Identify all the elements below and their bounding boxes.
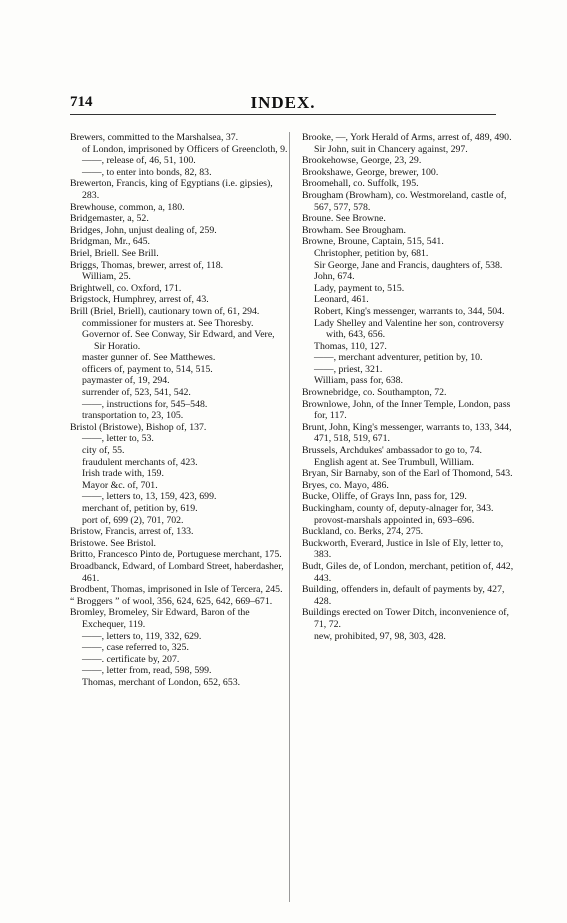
index-subentry — [302, 341, 520, 353]
index-entry-text: Leonard, 461. — [314, 294, 369, 306]
index-entry — [302, 503, 520, 515]
index-entry-text: ——, merchant adventurer, petition by, 10. — [314, 352, 483, 364]
index-entry-text: Browham. See Brougham. — [302, 224, 406, 236]
index-entry-text: ——, letter to, 53. — [82, 433, 154, 445]
index-subentry — [70, 155, 288, 167]
index-entry — [302, 167, 520, 179]
index-entry-text: merchant of, petition by, 619. — [82, 503, 198, 514]
index-entry-text: Bryes, co. Mayo, 486. — [302, 479, 389, 491]
index-entry-text: Brownlowe, John, of the Inner Temple, London, pass for, 117. — [302, 398, 511, 422]
index-entry-text: Governor of. See Conway, Sir Edward, and Vere, Sir Horatio. — [82, 329, 275, 352]
index-entry-text: Brussels, Archdukes' ambassador to go to, 74. — [302, 445, 482, 457]
index-subentry — [302, 515, 520, 527]
index-entry — [302, 607, 520, 630]
index-entry-text: Bristow, Francis, arrest of, 133. — [70, 526, 194, 538]
index-entry-text: Browne, Broune, Captain, 515, 541. — [302, 236, 444, 248]
index-column-right — [302, 132, 520, 642]
index-entry-text: Buckworth, Everard, Justice in Isle of Ely, letter to, 383. — [302, 537, 504, 561]
index-entry-text: Broomehall, co. Suffolk, 195. — [302, 178, 419, 190]
index-subentry — [70, 665, 288, 677]
index-entry-text: English agent at. See Trumbull, William. — [314, 456, 474, 468]
index-entry-text: new, prohibited, 97, 98, 303, 428. — [314, 630, 446, 642]
index-entry — [70, 178, 288, 201]
index-entry-text: ——, letter from, read, 598, 599. — [82, 665, 212, 677]
index-subentry — [302, 248, 520, 260]
index-entry-text: Building, offenders in, default of payments by, 427, 428. — [302, 584, 505, 607]
index-entry-text: ——, case referred to, 325. — [82, 642, 189, 654]
index-entry-text: Irish trade with, 159. — [82, 468, 164, 480]
index-entry — [302, 225, 520, 237]
index-entry-text: officers of, payment to, 514, 515. — [82, 363, 213, 375]
index-entry-text: ——, letters to, 13, 159, 423, 699. — [82, 491, 217, 503]
index-entry — [70, 132, 288, 144]
index-entry-text: Briggs, Thomas, brewer, arrest of, 118. — [70, 259, 224, 271]
index-entry — [70, 596, 288, 608]
index-entry — [70, 294, 288, 306]
index-entry-text: port of, 699 (2), 701, 702. — [82, 514, 184, 526]
column-divider — [289, 132, 290, 902]
index-entry-text: Buildings erected on Tower Ditch, inconvenience of, 71, 72. — [302, 607, 509, 630]
index-entry-text: ——, priest, 321. — [314, 363, 383, 375]
index-entry — [70, 526, 288, 538]
index-entry — [70, 584, 288, 596]
index-entry-text: Brewhouse, common, a, 180. — [70, 201, 185, 213]
index-entry-text: Budt, Giles de, of London, merchant, petition of, 442, 443. — [302, 560, 514, 584]
index-entry-text: William, pass for, 638. — [314, 375, 404, 387]
index-entry-text: city of, 55. — [82, 445, 125, 457]
index-entry — [70, 422, 288, 434]
index-entry — [70, 306, 288, 318]
index-entry-text: Brewerton, Francis, king of Egyptians (i.e. gipsies), 283. — [70, 178, 273, 201]
index-entry — [302, 538, 520, 561]
index-entry-text: Brookshawe, George, brewer, 100. — [302, 166, 439, 178]
index-subentry — [70, 410, 288, 422]
index-subentry — [70, 457, 288, 469]
index-entry-text: Brooke, —, York Herald of Arms, arrest of, 489, 490. — [302, 132, 512, 143]
index-subentry — [70, 445, 288, 457]
index-entry-text: Bucke, Oliffe, of Grays Inn, pass for, 129. — [302, 491, 467, 503]
index-entry-text: Buckland, co. Berks, 274, 275. — [302, 526, 424, 538]
index-entry — [302, 526, 520, 538]
index-entry — [302, 213, 520, 225]
index-entry — [302, 399, 520, 422]
index-entry-text: Bryan, Sir Barnaby, son of the Earl of Thomond, 543. — [302, 468, 513, 480]
index-subentry — [70, 364, 288, 376]
index-entry — [70, 538, 288, 550]
page-number: 714 — [70, 94, 93, 110]
index-entry-text: Broadbanck, Edward, of Lombard Street, haberdasher, 461. — [70, 560, 284, 584]
index-entry-text: John, 674. — [314, 271, 355, 283]
index-entry — [70, 561, 288, 584]
index-subentry — [70, 433, 288, 445]
index-entry-text: provost-marshals appointed in, 693–696. — [314, 514, 475, 526]
index-entry-text: commissioner for musters at. See Thoresby. — [82, 317, 254, 329]
index-entry — [70, 213, 288, 225]
index-entry — [302, 387, 520, 399]
index-entry-text: Mayor &c. of, 701. — [82, 479, 158, 491]
index-entry-text: Bristol (Bristowe), Bishop of, 137. — [70, 421, 207, 433]
index-entry-text: Brightwell, co. Oxford, 171. — [70, 282, 182, 294]
index-entry-text: ——, instructions for, 545–548. — [82, 398, 208, 410]
index-entry — [70, 607, 288, 630]
index-entry-text: Lady Shelley and Valentine her son, controversy with, 643, 656. — [314, 317, 504, 341]
index-entry — [302, 132, 520, 144]
index-subentry — [302, 375, 520, 387]
index-entry-text: Brodbent, Thomas, imprisoned in Isle of Tercera, 245. — [70, 584, 283, 596]
index-entry-text: Brunt, John, King's messenger, warrants to, 133, 344, 471, 518, 519, 671. — [302, 421, 512, 445]
index-entry — [70, 248, 288, 260]
index-entry-text: Thomas, 110, 127. — [314, 340, 387, 352]
index-entry-text: ——, release of, 46, 51, 100. — [82, 155, 196, 167]
index-subentry — [70, 144, 288, 156]
index-entry-text: Robert, King's messenger, warrants to, 344, 504. — [314, 305, 505, 317]
index-entry-text: transportation to, 23, 105. — [82, 410, 184, 422]
index-subentry — [70, 503, 288, 515]
index-subentry — [302, 283, 520, 295]
index-entry-text: Bridges, John, unjust dealing of, 259. — [70, 224, 217, 236]
index-subentry — [70, 642, 288, 654]
index-entry — [302, 445, 520, 457]
index-entry-text: Briel, Briell. See Brill. — [70, 247, 159, 259]
index-subentry — [302, 144, 520, 156]
index-subentry — [302, 318, 520, 341]
index-entry-text: Lady, payment to, 515. — [314, 282, 405, 294]
index-subentry — [70, 352, 288, 364]
index-entry — [302, 178, 520, 190]
index-entry-text: Bromley, Bromeley, Sir Edward, Baron of the Exchequer, 119. — [70, 607, 250, 630]
index-entry-text: Brigstock, Humphrey, arrest of, 43. — [70, 294, 209, 306]
index-entry-text: ——, to enter into bonds, 82, 83. — [82, 166, 212, 178]
index-entry-text: Brookehowse, George, 23, 29. — [302, 155, 422, 167]
index-entry-text: master gunner of. See Matthewes. — [82, 352, 216, 364]
index-entry-text: fraudulent merchants of, 423. — [82, 456, 198, 468]
index-entry-text: surrender of, 523, 541, 542. — [82, 387, 191, 399]
index-subentry — [70, 329, 288, 352]
index-entry-text: Sir John, suit in Chancery against, 297. — [314, 143, 468, 155]
index-entry-text: William, 25. — [82, 271, 131, 283]
index-subentry — [70, 491, 288, 503]
index-entry-text: Bristowe. See Bristol. — [70, 537, 156, 549]
index-subentry — [302, 260, 520, 272]
index-entry-text: “ Broggers ” of wool, 356, 624, 625, 642, 669–671. — [70, 595, 273, 607]
index-entry — [302, 491, 520, 503]
index-entry-text: Thomas, merchant of London, 652, 653. — [82, 676, 241, 688]
index-subentry — [302, 352, 520, 364]
index-subentry — [302, 306, 520, 318]
index-entry-text: paymaster of, 19, 294. — [82, 375, 170, 387]
index-entry-text: ——. certificate by, 207. — [82, 653, 180, 665]
index-subentry — [70, 677, 288, 689]
page-header — [70, 92, 496, 115]
index-entry — [302, 584, 520, 607]
index-subentry — [70, 318, 288, 330]
index-entry-text: Brougham (Browham), co. Westmoreland, castle of, 567, 577, 578. — [302, 189, 507, 213]
index-subentry — [70, 654, 288, 666]
index-subentry — [70, 387, 288, 399]
index-subentry — [70, 271, 288, 283]
index-subentry — [302, 631, 520, 643]
index-subentry — [70, 515, 288, 527]
index-entry — [70, 549, 288, 561]
index-subentry — [70, 167, 288, 179]
index-entry — [302, 480, 520, 492]
index-entry — [302, 468, 520, 480]
index-entry-text: Brill (Briel, Briell), cautionary town of, 61, 294. — [70, 305, 260, 317]
index-subentry — [70, 375, 288, 387]
index-entry — [70, 283, 288, 295]
index-entry-text: Broune. See Browne. — [302, 213, 386, 225]
index-entry — [70, 202, 288, 214]
index-entry-text: Brownebridge, co. Southampton, 72. — [302, 387, 447, 399]
index-subentry — [302, 271, 520, 283]
index-entry — [302, 236, 520, 248]
index-subentry — [70, 480, 288, 492]
index-subentry — [70, 399, 288, 411]
index-entry-text: Christopher, petition by, 681. — [314, 247, 429, 259]
page-title: INDEX. — [250, 93, 316, 112]
index-entry — [70, 236, 288, 248]
index-entry-text: Brewers, committed to the Marshalsea, 37. — [70, 132, 239, 143]
index-entry-text: ——, letters to, 119, 332, 629. — [82, 630, 202, 642]
index-entry-text: Bridgemaster, a, 52. — [70, 213, 149, 225]
index-entry — [302, 190, 520, 213]
index-entry — [302, 422, 520, 445]
index-entry-text: Britto, Francesco Pinto de, Portuguese merchant, 175. — [70, 549, 282, 561]
index-entry — [302, 561, 520, 584]
index-entry-text: Buckingham, county of, deputy-alnager for, 343. — [302, 503, 494, 514]
index-entry — [302, 155, 520, 167]
index-entry-text: Bridgman, Mr., 645. — [70, 236, 151, 248]
index-entry-text: of London, imprisoned by Officers of Greencloth, 9. — [82, 143, 288, 155]
index-entry — [70, 225, 288, 237]
index-subentry — [302, 457, 520, 469]
index-entry — [70, 260, 288, 272]
index-subentry — [302, 294, 520, 306]
index-subentry — [70, 468, 288, 480]
index-subentry — [70, 631, 288, 643]
index-subentry — [302, 364, 520, 376]
index-column-left — [70, 132, 288, 689]
index-entry-text: Sir George, Jane and Francis, daughters of, 538. — [314, 259, 503, 271]
